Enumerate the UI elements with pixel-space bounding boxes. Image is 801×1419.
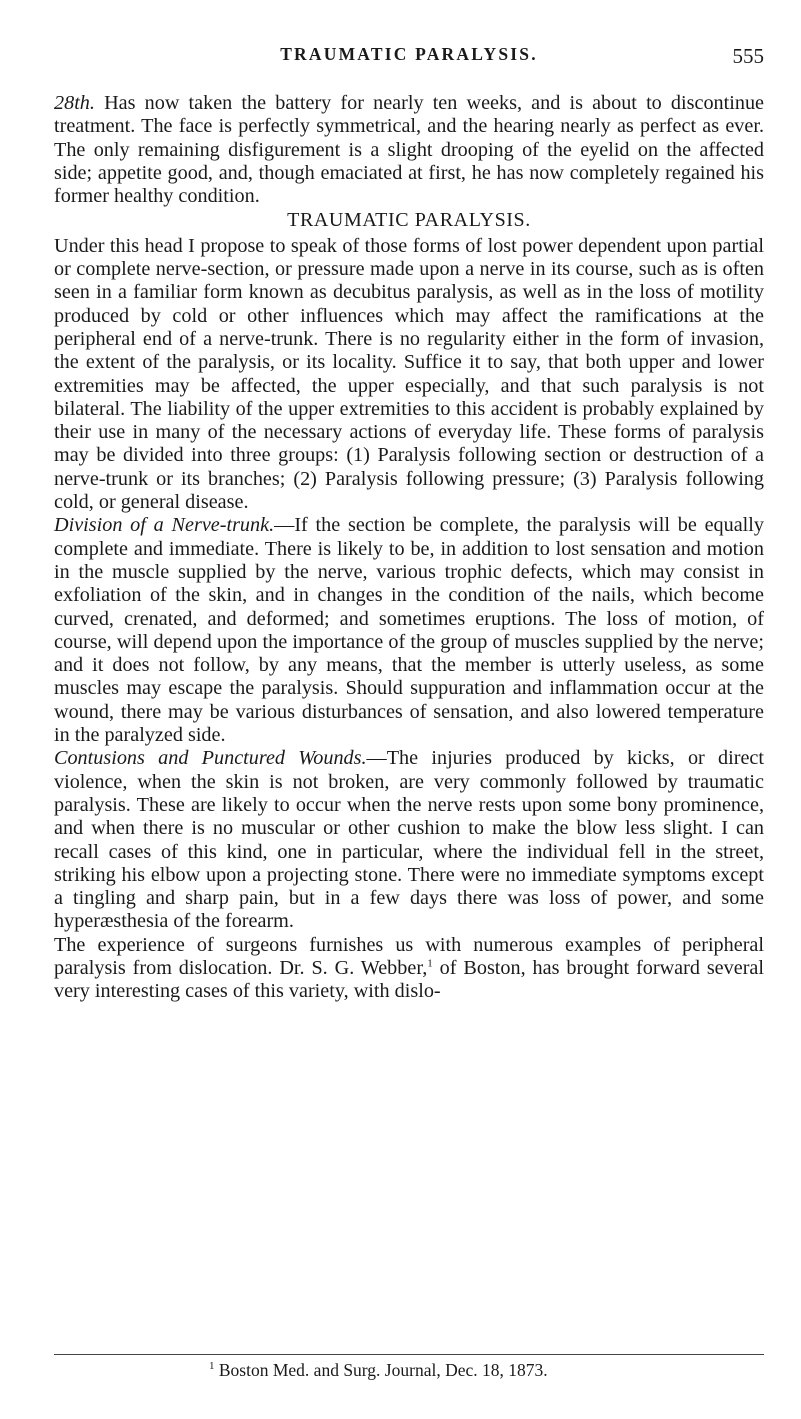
run-in-heading: Division of a Nerve-trunk.	[54, 514, 275, 537]
running-title: TRAUMATIC PARALYSIS.	[280, 44, 538, 64]
paragraph-contusions	[54, 747, 764, 933]
running-head	[54, 44, 764, 74]
paragraph-text: of Boston, has brought forward several very interesting cases of this variety, with dislo-	[54, 956, 764, 1003]
footnote	[54, 1360, 764, 1381]
paragraph-case-note	[54, 92, 764, 208]
paragraph-text: The experience of surgeons furnishes us with numerous examples of peripheral paralysis from dislocation. Dr. S. G. Webber,	[54, 933, 764, 979]
run-in-heading: Contusions and Punctured Wounds.	[54, 747, 367, 770]
section-heading: TRAUMATIC PARALYSIS.	[287, 209, 531, 232]
footnote-text: Boston Med. and Surg. Journal, Dec. 18, 1873.	[214, 1360, 548, 1380]
paragraph-introduction: Under this head I propose to speak of those forms of lost power dependent upon partial or complete nerve-section, or pressure made upon a nerve in its course, such as is often seen in a familiar form known as decubitus paralysis, as well as in the loss of motility produced by cold or other influences which may affect the ramifications at the peripheral end of a nerve-trunk. There is no regularity either in the form of invasion, the extent of the paralysis, or its locality. Suffice it to say, that both upper and lower extremities may be affected, the upper especially, and that such paralysis is not bilateral. The liability of the upper extremities to this accident is probably explained by their use in many of the necessary actions of everyday life. These forms of paralysis may be divided into three groups: (1) Paralysis following section or destruction of a nerve-trunk or its branches; (2) Paralysis following pressure; (3) Paralysis following cold, or general disease.	[54, 234, 764, 514]
paragraph-text: —If the section be complete, the paralysis will be equally complete and immediate. There is likely to be, in addition to lost sensation and motion in the muscle supplied by the nerve, various trophic defects, which may consist in exfoliation of the skin, and in changes in the condition of the nails, which become curved, crenated, and deformed; and sometimes eruptions. The loss of motion, of course, will depend upon the importance of the group of muscles supplied by the nerve; and it does not follow, by any means, that the member is utterly useless, as some muscles may escape the paralysis. Should suppuration and inflammation occur at the wound, there may be various disturbances of sensation, and also lowered temperature in the paralyzed side.	[54, 514, 764, 747]
paragraph-text: —The injuries produced by kicks, or direct violence, when the skin is not broken, are very commonly followed by traumatic paralysis. These are likely to occur when the nerve rests upon some bony prominence, and when there is no muscular or other cushion to make the blow less slight. I can recall cases of this kind, one in particular, where the individual fell in the street, striking his elbow upon a projecting stone. There were no immediate symptoms except a tingling and sharp pain, but in a few days there was loss of power, and some hyperæsthesia of the forearm.	[54, 747, 764, 933]
footnote-marker: 1	[209, 1360, 215, 1373]
page-number: 555	[732, 44, 764, 68]
footnote-reference: 1	[427, 957, 433, 970]
paragraph-text: Has now taken the battery for nearly ten weeks, and is about to discontinue treatment. The face is perfectly symmetrical, and the hearing nearly as perfect as ever. The only remaining disfigurement is a slight drooping of the eyelid on the affected side; appetite good, and, though emaciated at first, he has now completely regained his former healthy condition.	[54, 92, 764, 208]
case-date: 28th.	[54, 92, 95, 114]
paragraph-division	[54, 514, 764, 747]
paragraph-dislocation	[54, 934, 764, 1004]
footnote-rule	[54, 1354, 764, 1355]
body-text	[54, 92, 764, 1004]
